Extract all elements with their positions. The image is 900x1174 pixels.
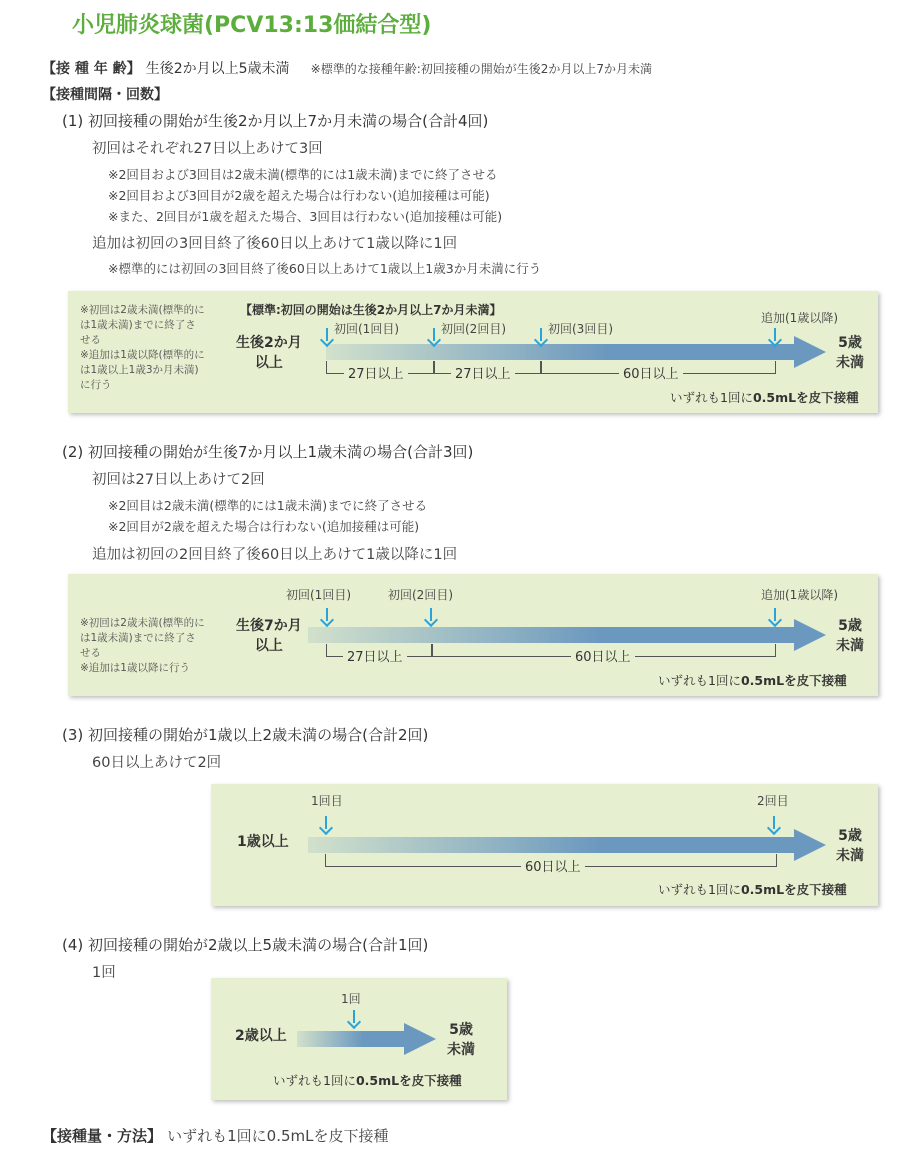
interval-label: 27日以上 [451,363,515,382]
case3-heading: (3) 初回接種の開始が1歳以上2歳未満の場合(合計2回) [62,726,429,744]
dosage-row [42,1125,388,1146]
end-label: 5歳 未満 [447,1022,475,1058]
dose-mark: 追加(1歳以降) [761,588,838,602]
timeline-arrowhead [794,619,826,651]
timeline-arrowhead [794,336,826,368]
down-arrow-icon [424,608,438,624]
start-label: 2歳以上 [235,1028,287,1044]
interval-label: 60日以上 [571,646,635,665]
interval-label: 60日以上 [619,363,683,382]
down-arrow-icon [767,816,781,832]
timeline-arrowhead [404,1023,436,1055]
start-label: 1歳以上 [237,834,289,850]
end-label: 5歳 未満 [836,335,864,371]
dosage-value: いずれも1回に0.5mLを皮下接種 [167,1127,389,1145]
interval-label: 27日以上 [343,646,407,665]
down-arrow-icon [427,328,441,344]
down-arrow-icon [534,328,548,344]
interval-label: 【接種間隔・回数】 [42,87,168,103]
case2-line2: 追加は初回の2回目終了後60日以上あけて1歳以降に1回 [92,547,458,563]
dose-mark: 追加(1歳以降) [761,311,838,325]
down-arrow-icon [768,328,782,344]
case1-note: ※2回目および3回目が2歳を超えた場合は行わない(追加接種は可能) [108,188,490,203]
case4-heading: (4) 初回接種の開始が2歳以上5歳未満の場合(合計1回) [62,936,429,954]
case2-note: ※2回目は2歳未満(標準的には1歳未満)までに終了させる [108,498,428,513]
dose-mark: 1回 [341,992,361,1006]
age-value: 生後2か月以上5歳未満 [145,61,290,77]
interval-label: 60日以上 [521,856,585,875]
interval-label: 27日以上 [344,363,408,382]
start-label: 生後2か月 以上 [236,335,302,371]
start-label: 生後7か月 以上 [236,618,302,654]
age-standard: ※標準的な接種年齢:初回接種の開始が生後2か月以上7か月未満 [310,62,653,76]
dose-mark: 初回(3回目) [548,322,613,336]
dose-mark: 1回目 [311,794,343,808]
case4-diagram [211,978,507,1100]
case3-diagram [211,784,878,906]
case2-note: ※2回目が2歳を超えた場合は行わない(追加接種は可能) [108,519,420,534]
page-title: 小児肺炎球菌(PCV13:13価結合型) [72,13,432,38]
timeline-arrow [297,1031,407,1047]
timeline-arrowhead [794,829,826,861]
case1-note: ※また、2回目が1歳を超えた場合、3回目は行わない(追加接種は可能) [108,209,503,224]
dose-mark: 初回(2回目) [388,588,453,602]
down-arrow-icon [347,1010,361,1026]
down-arrow-icon [320,608,334,624]
age-label: 【接 種 年 齢】 [42,61,141,77]
end-label: 5歳 未満 [836,828,864,864]
dose-note: いずれも1回に0.5mLを皮下接種 [670,390,859,405]
side-note: ※初回は2歳未満(標準的に は1歳未満)までに終了さ せる ※追加は1歳以降に行う [80,617,205,674]
case1-line1: 初回はそれぞれ27日以上あけて3回 [92,141,323,157]
age-row [42,58,652,78]
dose-mark: 初回(2回目) [441,322,506,336]
side-note: ※初回は2歳未満(標準的に は1歳未満)までに終了さ せる ※追加は1歳以降(標準的に は1歳以上1歳3か月未満) に行う [80,304,205,391]
case1-line2: 追加は初回の3回目終了後60日以上あけて1歳以降に1回 [92,236,458,252]
timeline-arrow [308,837,796,853]
case1-note: ※2回目および3回目は2歳未満(標準的には1歳未満)までに終了させる [108,167,498,182]
dose-mark: 初回(1回目) [334,322,399,336]
dose-mark: 2回目 [757,794,789,808]
dose-note: いずれも1回に0.5mLを皮下接種 [273,1073,462,1088]
case3-line1: 60日以上あけて2回 [92,755,222,771]
case2-heading: (2) 初回接種の開始が生後7か月以上1歳未満の場合(合計3回) [62,443,474,461]
end-label: 5歳 未満 [836,618,864,654]
timeline-arrow [326,344,796,360]
down-arrow-icon [768,608,782,624]
down-arrow-icon [319,816,333,832]
dose-note: いずれも1回に0.5mLを皮下接種 [658,673,847,688]
standard-label: 【標準:初回の開始は生後2か月以上7か月未満】 [240,303,502,317]
case1-diagram [68,291,878,413]
down-arrow-icon [320,328,334,344]
dosage-label: 【接種量・方法】 [42,1127,163,1145]
case1-heading: (1) 初回接種の開始が生後2か月以上7か月未満の場合(合計4回) [62,112,489,130]
dose-note: いずれも1回に0.5mLを皮下接種 [658,882,847,897]
dose-mark: 初回(1回目) [286,588,351,602]
case2-line1: 初回は27日以上あけて2回 [92,472,265,488]
case2-diagram [68,574,878,696]
case4-line1: 1回 [92,965,116,981]
case1-note2: ※標準的には初回の3回目終了後60日以上あけて1歳以上1歳3か月未満に行う [108,261,542,276]
timeline-arrow [308,627,796,643]
